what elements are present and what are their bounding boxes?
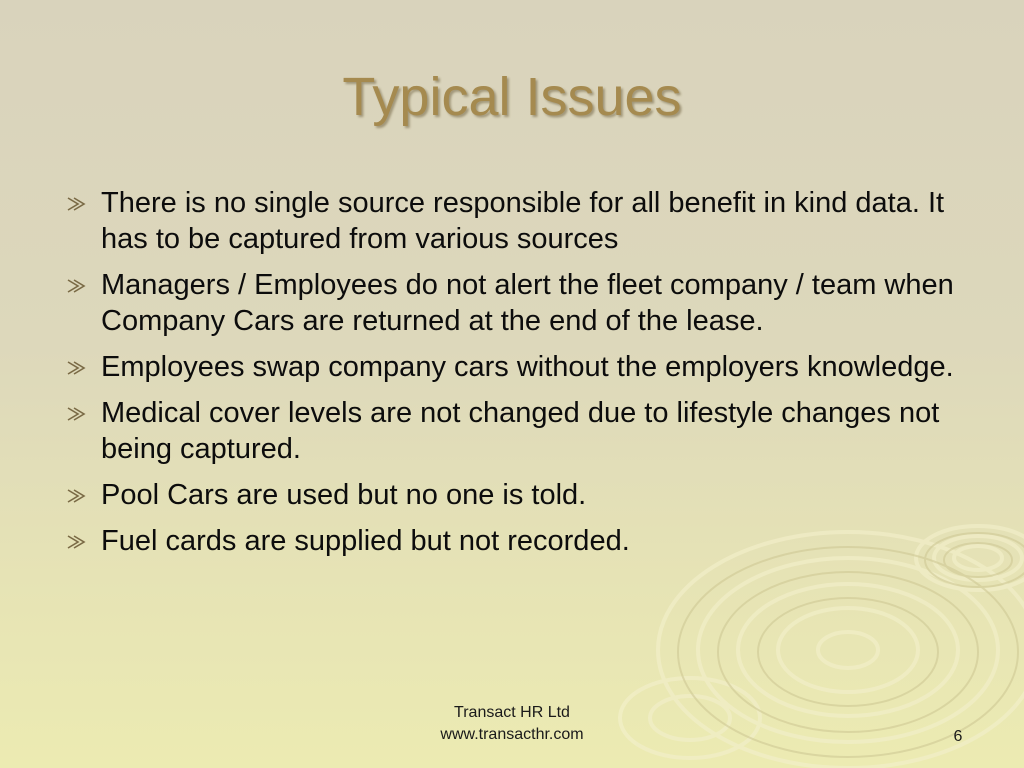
- bullet-item: [64, 185, 964, 257]
- bullet-item: [64, 523, 964, 559]
- footer-company-name: Transact HR Ltd: [454, 704, 570, 721]
- chevron-arrow-icon: [66, 279, 86, 293]
- bullet-text: Fuel cards are supplied but not recorded.: [101, 525, 630, 557]
- slide-page-number: 6: [953, 728, 963, 745]
- chevron-arrow-icon: [66, 361, 86, 375]
- chevron-arrow-icon: [66, 489, 86, 503]
- bullet-text: Managers / Employees do not alert the fleet company / team when Company Cars are returned at the end of the lease.: [101, 269, 954, 337]
- bullet-item: [64, 267, 964, 339]
- footer-company-info: [412, 702, 612, 746]
- slide-title: Typical Issues: [342, 67, 682, 127]
- chevron-arrow-icon: [66, 535, 86, 549]
- bullet-item: [64, 477, 964, 513]
- chevron-arrow-icon: [66, 197, 86, 211]
- chevron-arrow-icon: [66, 407, 86, 421]
- bullet-item: [64, 395, 964, 467]
- footer-website: www.transacthr.com: [440, 726, 584, 743]
- bullet-text: Medical cover levels are not changed due to lifestyle changes not being captured.: [101, 397, 940, 465]
- bullet-text: There is no single source responsible for all benefit in kind data. It has to be captured from various sources: [101, 187, 945, 255]
- bullet-text: Employees swap company cars without the employers knowledge.: [101, 351, 954, 383]
- bullet-item: [64, 349, 964, 385]
- bullet-list: [64, 185, 964, 569]
- bullet-text: Pool Cars are used but no one is told.: [101, 479, 587, 511]
